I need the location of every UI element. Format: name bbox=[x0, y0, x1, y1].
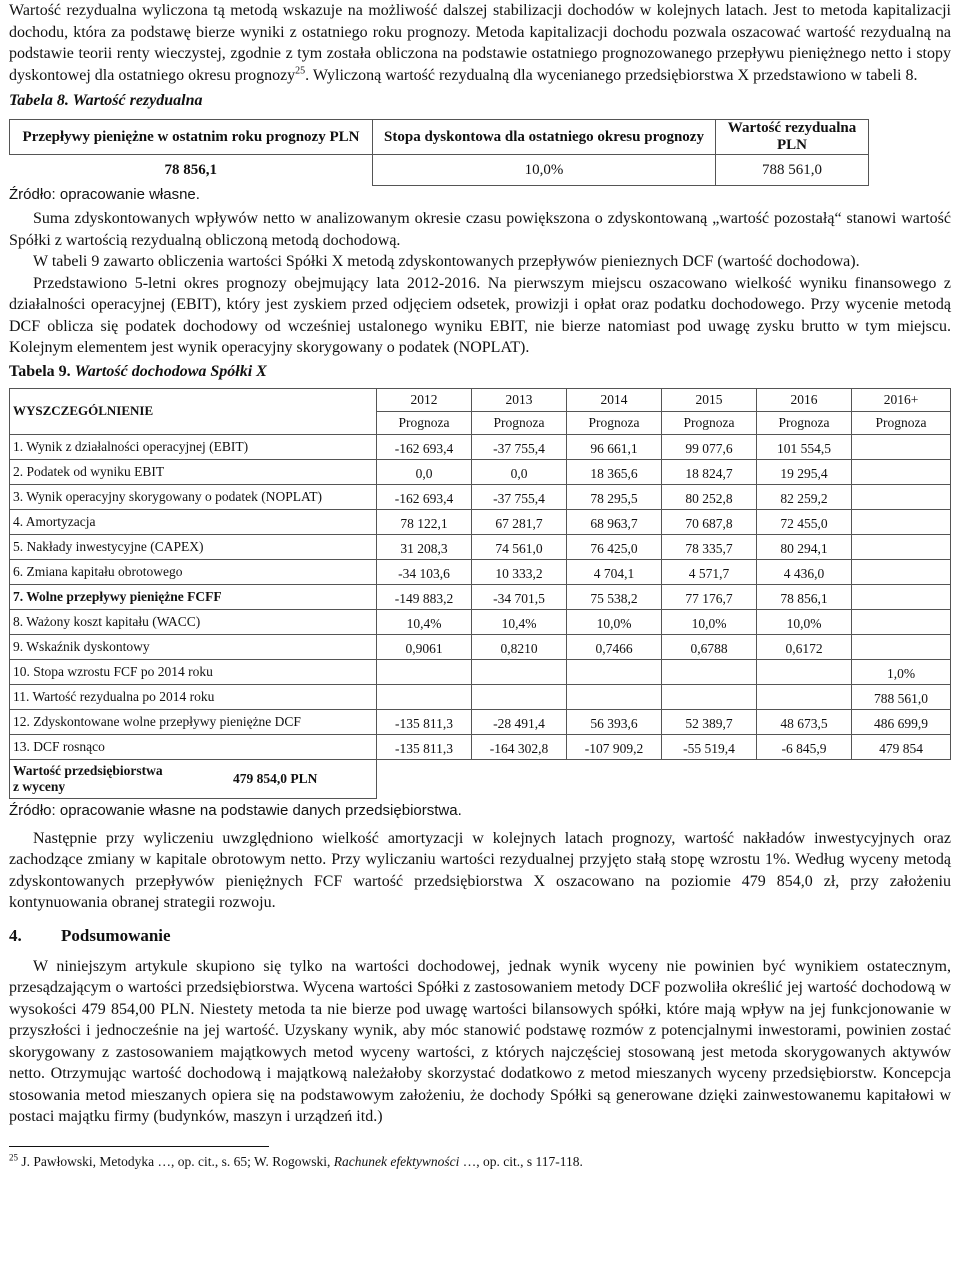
table9-cell bbox=[852, 509, 951, 534]
table-row bbox=[10, 509, 951, 534]
paragraph-dcf-sum: Suma zdyskontowanych wpływów netto w analizowanym okresie czasu powiększona o zdyskontowaną „wartość pozostałą“ stanowi wartość Spółki z wartością rezydualną obliczoną metodą dochodową. bbox=[9, 210, 951, 249]
table9-cell: 10 333,2 bbox=[472, 559, 567, 584]
table9-row-label: 11. Wartość rezydualna po 2014 roku bbox=[10, 684, 377, 709]
table9-year: 2013 bbox=[472, 388, 567, 411]
table-row bbox=[10, 484, 951, 509]
table9-cell bbox=[757, 684, 852, 709]
table9-cell bbox=[852, 534, 951, 559]
table9-cell: 0,6788 bbox=[662, 634, 757, 659]
paragraph-amortization: Następnie przy wyliczeniu uwzględniono wielkość amortyzacji w kolejnych latach prognozy, wartość nakładów inwestycyjnych oraz zachodzące zmiany w kapitale obrotowym netto. Przy wyliczaniu wartości rezydualnej przyjęto stałą stopę wzrostu 1%. Według wyceny metodą zdyskontowanych przepływów pieniężnych FCF wartość przedsiębiorstwa X oszacowano na poziomie 479 854,0 zł, przy założeniu kontynuowania obranej strategii rozwoju. bbox=[9, 829, 951, 911]
table-row bbox=[10, 709, 951, 734]
table8-rate-value: 10,0% bbox=[373, 155, 716, 186]
table9-cell: 101 554,5 bbox=[757, 434, 852, 459]
table-row bbox=[10, 734, 951, 759]
table-row bbox=[10, 534, 951, 559]
table9-cell: 78 295,5 bbox=[567, 484, 662, 509]
table9-cell bbox=[567, 659, 662, 684]
table9-cell: 4 571,7 bbox=[662, 559, 757, 584]
table9-cell: -135 811,3 bbox=[377, 734, 472, 759]
table9-cell: 96 661,1 bbox=[567, 434, 662, 459]
table9-cell: 0,0 bbox=[472, 459, 567, 484]
table9-row-label: 6. Zmiana kapitału obrotowego bbox=[10, 559, 377, 584]
table8-caption: Tabela 8. Wartość rezydualna bbox=[9, 92, 203, 109]
table-row bbox=[10, 559, 951, 584]
table9-cell: 0,0 bbox=[377, 459, 472, 484]
table9-cell: 0,6172 bbox=[757, 634, 852, 659]
table9-cell: 479 854 bbox=[852, 734, 951, 759]
table9-cell: 80 252,8 bbox=[662, 484, 757, 509]
table9-caption: Tabela 9. Wartość dochodowa Spółki X bbox=[9, 362, 267, 380]
table9-cell: 67 281,7 bbox=[472, 509, 567, 534]
table9-cell bbox=[852, 584, 951, 609]
table9-cell: 52 389,7 bbox=[662, 709, 757, 734]
table9-cell: 76 425,0 bbox=[567, 534, 662, 559]
table9-cell: 4 436,0 bbox=[757, 559, 852, 584]
table9-cell bbox=[852, 434, 951, 459]
table9-total-label: Wartość przedsiębiorstwa z wyceny bbox=[13, 762, 163, 794]
table9-cell bbox=[757, 659, 852, 684]
table-row bbox=[10, 584, 951, 609]
table9-cell: 72 455,0 bbox=[757, 509, 852, 534]
table9-row-label: 9. Wskaźnik dyskontowy bbox=[10, 634, 377, 659]
table-row bbox=[10, 434, 951, 459]
table9-cell: 4 704,1 bbox=[567, 559, 662, 584]
table9-cell: -34 103,6 bbox=[377, 559, 472, 584]
table9-cell: -37 755,4 bbox=[472, 434, 567, 459]
table9-row-label: 10. Stopa wzrostu FCF po 2014 roku bbox=[10, 659, 377, 684]
table9-cell: 0,8210 bbox=[472, 634, 567, 659]
table9-cell bbox=[852, 634, 951, 659]
table9-cell: -162 693,4 bbox=[377, 484, 472, 509]
table8-cashflow-value: 78 856,1 bbox=[10, 155, 373, 186]
paragraph-forecast: Przedstawiono 5-letni okres prognozy obejmujący lata 2012-2016. Na pierwszym miejscu oszacowano wielkość wyniku finansowego z działalności operacyjnej (EBIT), który jest zyskiem przed odjęciem odsetek, prowizji i opłat oraz podatku dochodowego. Przy wycenie metodą DCF oblicza się podatek dochodowy od wcześniej ustalonego wyniku EBIT, nie bierze natomiast pod uwagę zysku brutto w tym miejscu. Kolejnym elementem jest wynik operacyjny skorygowany o podatek (NOPLAT). bbox=[9, 274, 951, 356]
table9-total-value: 479 854,0 PLN bbox=[233, 770, 318, 786]
table9-sub: Prognoza bbox=[377, 411, 472, 434]
table9-cell: 70 687,8 bbox=[662, 509, 757, 534]
table9-years-row bbox=[10, 388, 951, 411]
table9-cell: 10,0% bbox=[567, 609, 662, 634]
table9-cell: -149 883,2 bbox=[377, 584, 472, 609]
table9-cell bbox=[662, 659, 757, 684]
paragraph-table9-intro: W tabeli 9 zawarto obliczenia wartości Spółki X metodą zdyskontowanych przepływów pienieznych DCF (wartość dochodowa). bbox=[33, 253, 860, 270]
table9-cell: 48 673,5 bbox=[757, 709, 852, 734]
table8-header-row bbox=[10, 120, 869, 155]
table9-cell: 10,0% bbox=[757, 609, 852, 634]
table9-cell: -135 811,3 bbox=[377, 709, 472, 734]
table9-cell: -34 701,5 bbox=[472, 584, 567, 609]
table9-row-label: 3. Wynik operacyjny skorygowany o podatek (NOPLAT) bbox=[10, 484, 377, 509]
table9-sub: Prognoza bbox=[852, 411, 951, 434]
table9-cell bbox=[472, 684, 567, 709]
table8 bbox=[9, 119, 869, 186]
table9-cell: 80 294,1 bbox=[757, 534, 852, 559]
table9-row-label: 13. DCF rosnąco bbox=[10, 734, 377, 759]
footnote: $^{25}$ J. Pawłowski, Metodyka …, op. cit., s. 65; W. Rogowski, Rachunek efektywności …, op. cit., s 117-118. bbox=[9, 1152, 583, 1169]
table8-source: Źródło: opracowanie własne. bbox=[9, 186, 200, 203]
table9-cell: 10,4% bbox=[472, 609, 567, 634]
table9-cell: -164 302,8 bbox=[472, 734, 567, 759]
table9-cell: 486 699,9 bbox=[852, 709, 951, 734]
table9-cell: 0,9061 bbox=[377, 634, 472, 659]
table9-cell: 19 295,4 bbox=[757, 459, 852, 484]
table-row bbox=[10, 609, 951, 634]
section-number: 4. bbox=[9, 925, 22, 945]
table9-body bbox=[10, 434, 951, 759]
table9-row-label: 7. Wolne przepływy pieniężne FCFF bbox=[10, 584, 377, 609]
table9-year: 2012 bbox=[377, 388, 472, 411]
table9-sub: Prognoza bbox=[567, 411, 662, 434]
table-row bbox=[10, 459, 951, 484]
table9-cell: 10,0% bbox=[662, 609, 757, 634]
table9-cell bbox=[472, 659, 567, 684]
table9-cell bbox=[852, 484, 951, 509]
intro-paragraph: Wartość rezydualna wyliczona tą metodą wskazuje na możliwość dalszej stabilizacji dochodów w kolejnych latach. Jest to metoda kapitalizacji dochodu, która za podstawę bierze wyniki z ostatniego roku prognozy. Metoda kapitalizacji dochodu pozwala oszacować wartość rezydualną na podstawie teorii renty wieczystej, zgodnie z tym została obliczona na podstawie ostatniego prognozowanego przepływu pieniężnego netto i stopy dyskontowej dla ostatniego okresu prognozy$^{25}$. Wyliczoną wartość rezydualną dla wycenianego przedsiębiorstwa X przedstawiono w tabeli 8. bbox=[9, 2, 951, 84]
table9-cell: -6 845,9 bbox=[757, 734, 852, 759]
table9-sub: Prognoza bbox=[662, 411, 757, 434]
table9-source: Źródło: opracowanie własne na podstawie danych przedsiębiorstwa. bbox=[9, 801, 462, 819]
table9-cell: -107 909,2 bbox=[567, 734, 662, 759]
table9-year: 2015 bbox=[662, 388, 757, 411]
table-row bbox=[10, 634, 951, 659]
table8-residual-value: 788 561,0 bbox=[716, 155, 869, 186]
table9-cell: 74 561,0 bbox=[472, 534, 567, 559]
table9-cell bbox=[662, 684, 757, 709]
table9-row-label: 12. Zdyskontowane wolne przepływy pieniężne DCF bbox=[10, 709, 377, 734]
footnote-ref[interactable]: 25 bbox=[295, 65, 306, 77]
table9-cell: 56 393,6 bbox=[567, 709, 662, 734]
footnote-divider bbox=[9, 1146, 269, 1147]
table9-cell bbox=[377, 659, 472, 684]
table9-total-row bbox=[10, 759, 951, 798]
table9-row-label: 2. Podatek od wyniku EBIT bbox=[10, 459, 377, 484]
table9-cell: -162 693,4 bbox=[377, 434, 472, 459]
section-title: Podsumowanie bbox=[61, 925, 171, 945]
table9-cell: 1,0% bbox=[852, 659, 951, 684]
page bbox=[9, 0, 951, 1171]
table9-row-label: 1. Wynik z działalności operacyjnej (EBIT) bbox=[10, 434, 377, 459]
table9-cell: 0,7466 bbox=[567, 634, 662, 659]
table8-header-rate: Stopa dyskontowa dla ostatniego okresu prognozy bbox=[373, 120, 716, 155]
table9-cell: 77 176,7 bbox=[662, 584, 757, 609]
table9-cell: 78 122,1 bbox=[377, 509, 472, 534]
table-row bbox=[10, 684, 951, 709]
table9-cell bbox=[567, 684, 662, 709]
table9-cell: -55 519,4 bbox=[662, 734, 757, 759]
table9-year: 2016+ bbox=[852, 388, 951, 411]
table-row bbox=[10, 155, 869, 186]
table9-cell: 78 856,1 bbox=[757, 584, 852, 609]
table9-cell: 18 365,6 bbox=[567, 459, 662, 484]
table9-sub: Prognoza bbox=[472, 411, 567, 434]
table9-row-label: 4. Amortyzacja bbox=[10, 509, 377, 534]
table8-header-residual: Wartość rezydualna PLN bbox=[716, 120, 869, 155]
table9-cell: 10,4% bbox=[377, 609, 472, 634]
table9-cell: -37 755,4 bbox=[472, 484, 567, 509]
table9-cell: 68 963,7 bbox=[567, 509, 662, 534]
table9-row-label: 5. Nakłady inwestycyjne (CAPEX) bbox=[10, 534, 377, 559]
table9-cell bbox=[852, 609, 951, 634]
table9-cell: 82 259,2 bbox=[757, 484, 852, 509]
table9-cell bbox=[377, 684, 472, 709]
table9-sub: Prognoza bbox=[757, 411, 852, 434]
table8-header-cashflow: Przepływy pieniężne w ostatnim roku prognozy PLN bbox=[10, 120, 373, 155]
table9-cell: 31 208,3 bbox=[377, 534, 472, 559]
table9-year: 2014 bbox=[567, 388, 662, 411]
table9-cell bbox=[852, 559, 951, 584]
table9-cell: 99 077,6 bbox=[662, 434, 757, 459]
paragraph-summary: W niniejszym artykule skupiono się tylko na wartości dochodowej, jednak wynik wyceny nie powinien być wynikiem ostatecznym, przesądzającym o wartości przedsiębiorstwa. Wycena wartości Spółki z zastosowaniem metody DCF pozwoliła określić jej wartość dochodową w wysokości 479 854,00 PLN. Niestety metoda ta nie bierze pod uwagę wartości bilansowych spółki, które mają wpływ na jej funkcjonowanie w przyszłości i jednocześnie na jej wartość. Uzyskany wynik, aby móc stanowić podstawę rozmów z potencjalnymi inwestorami, powinien zostać skorygowany z zastosowaniem majątkowych metod wyceny wartości, z których najczęściej stosowaną jest metoda skorygowanych aktywów netto. Otrzymując wartość dochodową i majątkową należałoby skorzystać dodatkowo z metod mieszanych wyceny przedsiębiorstw. Koncepcja stosowania metod mieszanych opiera się na podstawowym założeniu, że dochody Spółki są generowane dzięki zainwestowanemu kapitałowi w postaci majątku firmy (budynków, maszyn i urządzeń itd.) bbox=[9, 957, 951, 1125]
table9-cell: 788 561,0 bbox=[852, 684, 951, 709]
table9-cell: 78 335,7 bbox=[662, 534, 757, 559]
table9-cell: 75 538,2 bbox=[567, 584, 662, 609]
table9-total bbox=[10, 759, 377, 798]
table9-row-label: 8. Ważony koszt kapitału (WACC) bbox=[10, 609, 377, 634]
table9-cell: 18 824,7 bbox=[662, 459, 757, 484]
table9-year: 2016 bbox=[757, 388, 852, 411]
table9 bbox=[9, 388, 951, 799]
section-heading bbox=[9, 926, 951, 946]
table9-cell bbox=[852, 459, 951, 484]
table9-head-label: WYSZCZEGÓLNIENIE bbox=[10, 388, 377, 434]
table9-cell: -28 491,4 bbox=[472, 709, 567, 734]
table-row bbox=[10, 659, 951, 684]
